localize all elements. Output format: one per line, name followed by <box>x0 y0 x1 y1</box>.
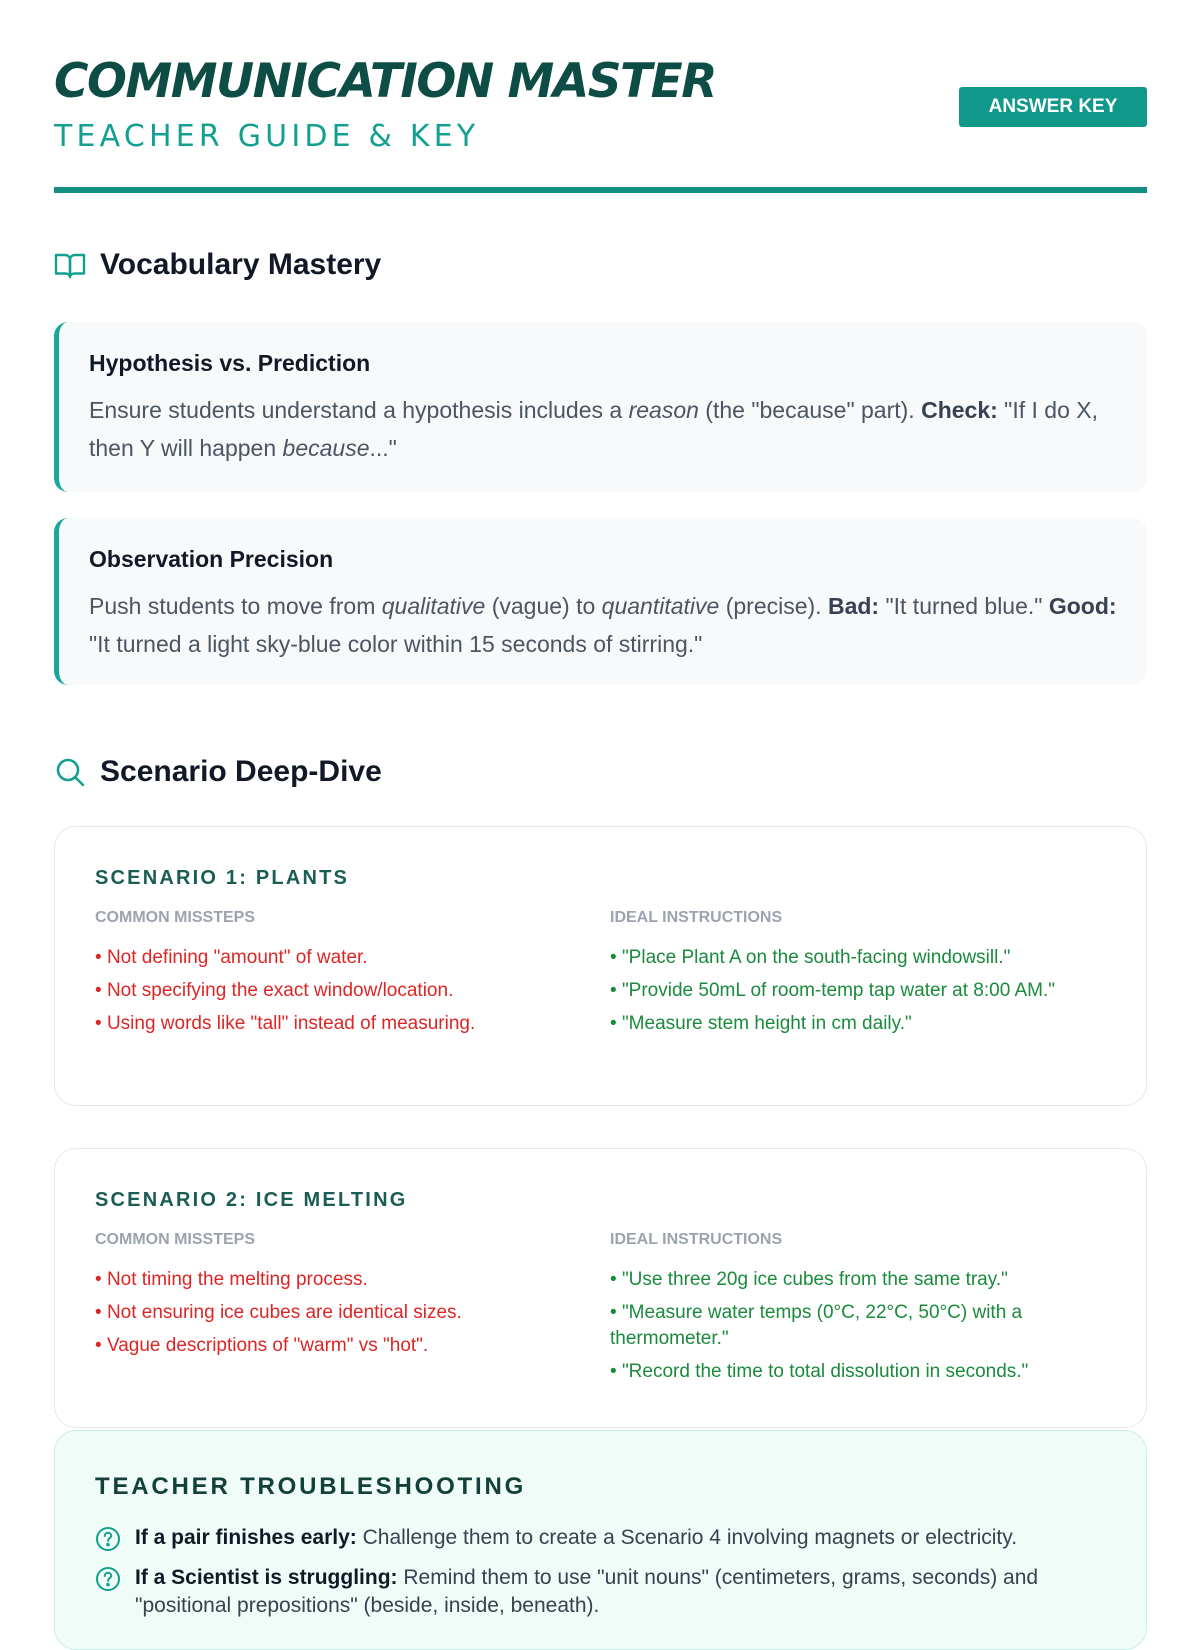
header-divider <box>54 187 1147 193</box>
vocabulary-heading: Vocabulary Mastery <box>100 248 382 281</box>
ideal-instructions-column <box>610 1231 1110 1392</box>
troubleshooting-label: If a Scientist is struggling: <box>135 1566 398 1589</box>
ideal-label: IDEAL INSTRUCTIONS <box>610 909 783 926</box>
question-circle-icon <box>95 1526 121 1556</box>
search-icon <box>54 755 88 789</box>
ideal-list <box>610 945 1110 1037</box>
troubleshooting-heading: TEACHER TROUBLESHOOTING <box>95 1473 527 1500</box>
list-item: • Not defining "amount" of water. <box>95 945 555 971</box>
list-item: • Vague descriptions of "warm" vs "hot". <box>95 1333 555 1359</box>
missteps-column <box>95 909 555 1044</box>
troubleshooting-item <box>95 1524 1105 1556</box>
ideal-list <box>610 1267 1110 1385</box>
vocabulary-section-heading <box>54 245 381 285</box>
troubleshooting-text: Remind them to use "unit nouns" (centimeters, grams, seconds) and "positional prepositions" (beside, inside, beneath). <box>135 1566 1039 1617</box>
scenario-heading: Scenario Deep-Dive <box>100 755 382 788</box>
list-item: • "Use three 20g ice cubes from the same tray." <box>610 1267 1110 1293</box>
troubleshooting-label: If a pair finishes early: <box>135 1526 357 1549</box>
answer-key-badge: ANSWER KEY <box>959 87 1147 127</box>
scenario-section-heading <box>54 752 382 792</box>
missteps-list <box>95 1267 555 1359</box>
list-item: • "Place Plant A on the south-facing windowsill." <box>610 945 1110 971</box>
list-item: • "Measure water temps (0°C, 22°C, 50°C) with a thermometer." <box>610 1300 1110 1352</box>
list-item: • "Provide 50mL of room-temp tap water at 8:00 AM." <box>610 978 1110 1004</box>
list-item: • Not ensuring ice cubes are identical sizes. <box>95 1300 555 1326</box>
page-subtitle: TEACHER GUIDE & KEY <box>54 119 480 154</box>
vocab-card-hypothesis <box>54 322 1147 492</box>
missteps-label: COMMON MISSTEPS <box>95 909 256 926</box>
open-book-icon <box>54 248 88 282</box>
page-title: COMMUNICATION MASTER <box>54 54 716 109</box>
scenario-card-ice-melting <box>54 1148 1147 1428</box>
list-item: • Not specifying the exact window/location. <box>95 978 555 1004</box>
question-circle-icon <box>95 1566 121 1620</box>
vocab-card-title: Hypothesis vs. Prediction <box>89 350 371 376</box>
ideal-instructions-column <box>610 909 1110 1044</box>
page-header <box>54 50 1147 195</box>
list-item: • "Record the time to total dissolution in seconds." <box>610 1359 1110 1385</box>
scenario-card-plants <box>54 826 1147 1106</box>
scenario-title: SCENARIO 1: PLANTS <box>95 867 350 889</box>
troubleshooting-text: Challenge them to create a Scenario 4 involving magnets or electricity. <box>356 1526 1018 1549</box>
vocab-card-title: Observation Precision <box>89 546 334 572</box>
ideal-label: IDEAL INSTRUCTIONS <box>610 1231 783 1248</box>
vocab-card-observation <box>54 518 1147 685</box>
teacher-troubleshooting-box <box>54 1430 1147 1650</box>
missteps-column <box>95 1231 555 1366</box>
list-item: • Using words like "tall" instead of measuring. <box>95 1011 555 1037</box>
vocab-card-text: Ensure students understand a hypothesis includes a reason (the "because" part). Check: "If I do X, then Y will happen because..." <box>89 397 1098 461</box>
missteps-label: COMMON MISSTEPS <box>95 1231 256 1248</box>
vocab-card-text: Push students to move from qualitative (vague) to quantitative (precise). Bad: "It turned blue." Good: "It turned a light sky-blue color within 15 seconds of stirring." <box>89 593 1117 657</box>
troubleshooting-item <box>95 1564 1105 1620</box>
list-item: • "Measure stem height in cm daily." <box>610 1011 1110 1037</box>
missteps-list <box>95 945 555 1037</box>
list-item: • Not timing the melting process. <box>95 1267 555 1293</box>
scenario-title: SCENARIO 2: ICE MELTING <box>95 1189 408 1211</box>
